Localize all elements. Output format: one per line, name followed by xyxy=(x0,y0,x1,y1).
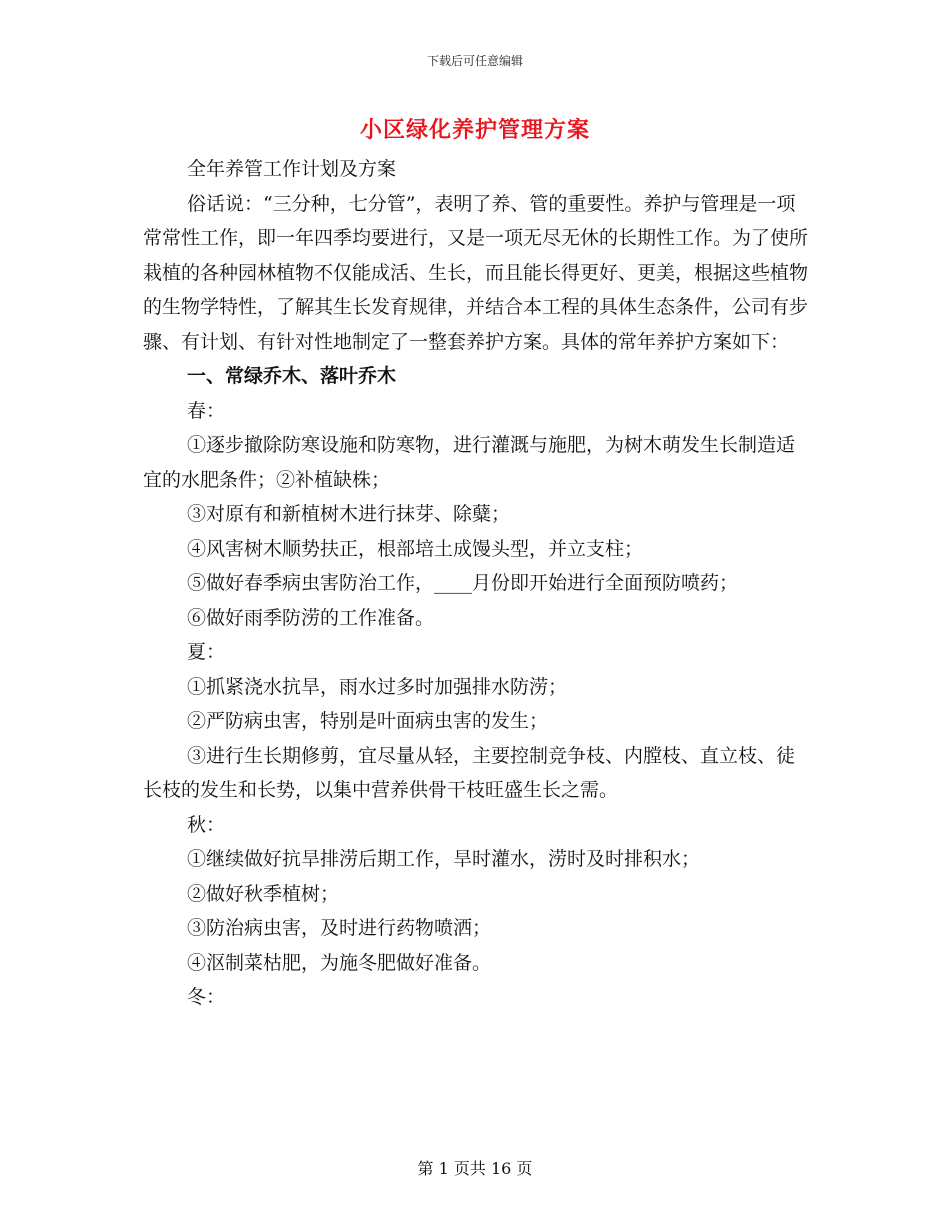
season-label-summer: 夏： xyxy=(187,641,226,663)
spring-item: ①逐步撤除防寒设施和防寒物，进行灌溉与施肥，为树木萌发生长制造适宜的水肥条件；②补植缺株； xyxy=(143,434,796,491)
season-label-autumn: 秋： xyxy=(187,813,226,836)
section-heading: 一、常绿乔木、落叶乔木 xyxy=(187,365,397,387)
autumn-item: ①继续做好抗旱排涝后期工作，旱时灌水，涝时及时排积水； xyxy=(187,848,701,870)
season-label-winter: 冬： xyxy=(187,986,226,1008)
document-title: 小区绿化养护管理方案 xyxy=(359,117,590,143)
season-label-spring: 春： xyxy=(187,399,226,422)
spring-item: ⑤做好春季病虫害防治工作，____月份即开始进行全面预防喷药； xyxy=(187,572,739,594)
summer-item: ③进行生长期修剪，宜尽量从轻，主要控制竞争枝、内膛枝、直立枝、徒长枝的发生和长势，以集中营养供骨干枝旺盛生长之需。 xyxy=(143,744,796,801)
spring-item: ③对原有和新植树木进行抹芽、除糵； xyxy=(187,503,511,525)
intro-paragraph: 俗话说：“三分种，七分管”，表明了养、管的重要性。养护与管理是一项常常性工作，即一年四季均要进行，又是一项无尽无休的长期性工作。为了使所栽植的各种园林植物不仅能成活、生长，而且能长得更好、更美，根据这些植物的生物学特性，了解其生长发育规律，并结合本工程的具体生态条件，公司有步骤、有计划、有针对性地制定了一整套养护方案。具体的常年养护方案如下： xyxy=(143,192,809,353)
spring-item: ④风害树木顺势扶正，根部培土成馒头型，并立支柱； xyxy=(187,537,644,560)
subtitle: 全年养管工作计划及方案 xyxy=(187,158,397,180)
spring-item: ⑥做好雨季防涝的工作准备。 xyxy=(187,606,435,629)
summer-item: ①抓紧浇水抗旱，雨水过多时加强排水防涝； xyxy=(187,675,568,698)
document-body xyxy=(143,152,808,1015)
autumn-item: ④沤制菜枯肥，为施冬肥做好准备。 xyxy=(187,951,492,974)
autumn-item: ③防治病虫害，及时进行药物喷洒； xyxy=(187,917,492,939)
autumn-item: ②做好秋季植树； xyxy=(187,882,340,905)
page-header: 下载后可任意编辑 xyxy=(426,54,523,68)
page-footer: 第 1 页共 16 页 xyxy=(417,1159,533,1178)
summer-item: ②严防病虫害，特别是叶面病虫害的发生； xyxy=(187,710,549,732)
